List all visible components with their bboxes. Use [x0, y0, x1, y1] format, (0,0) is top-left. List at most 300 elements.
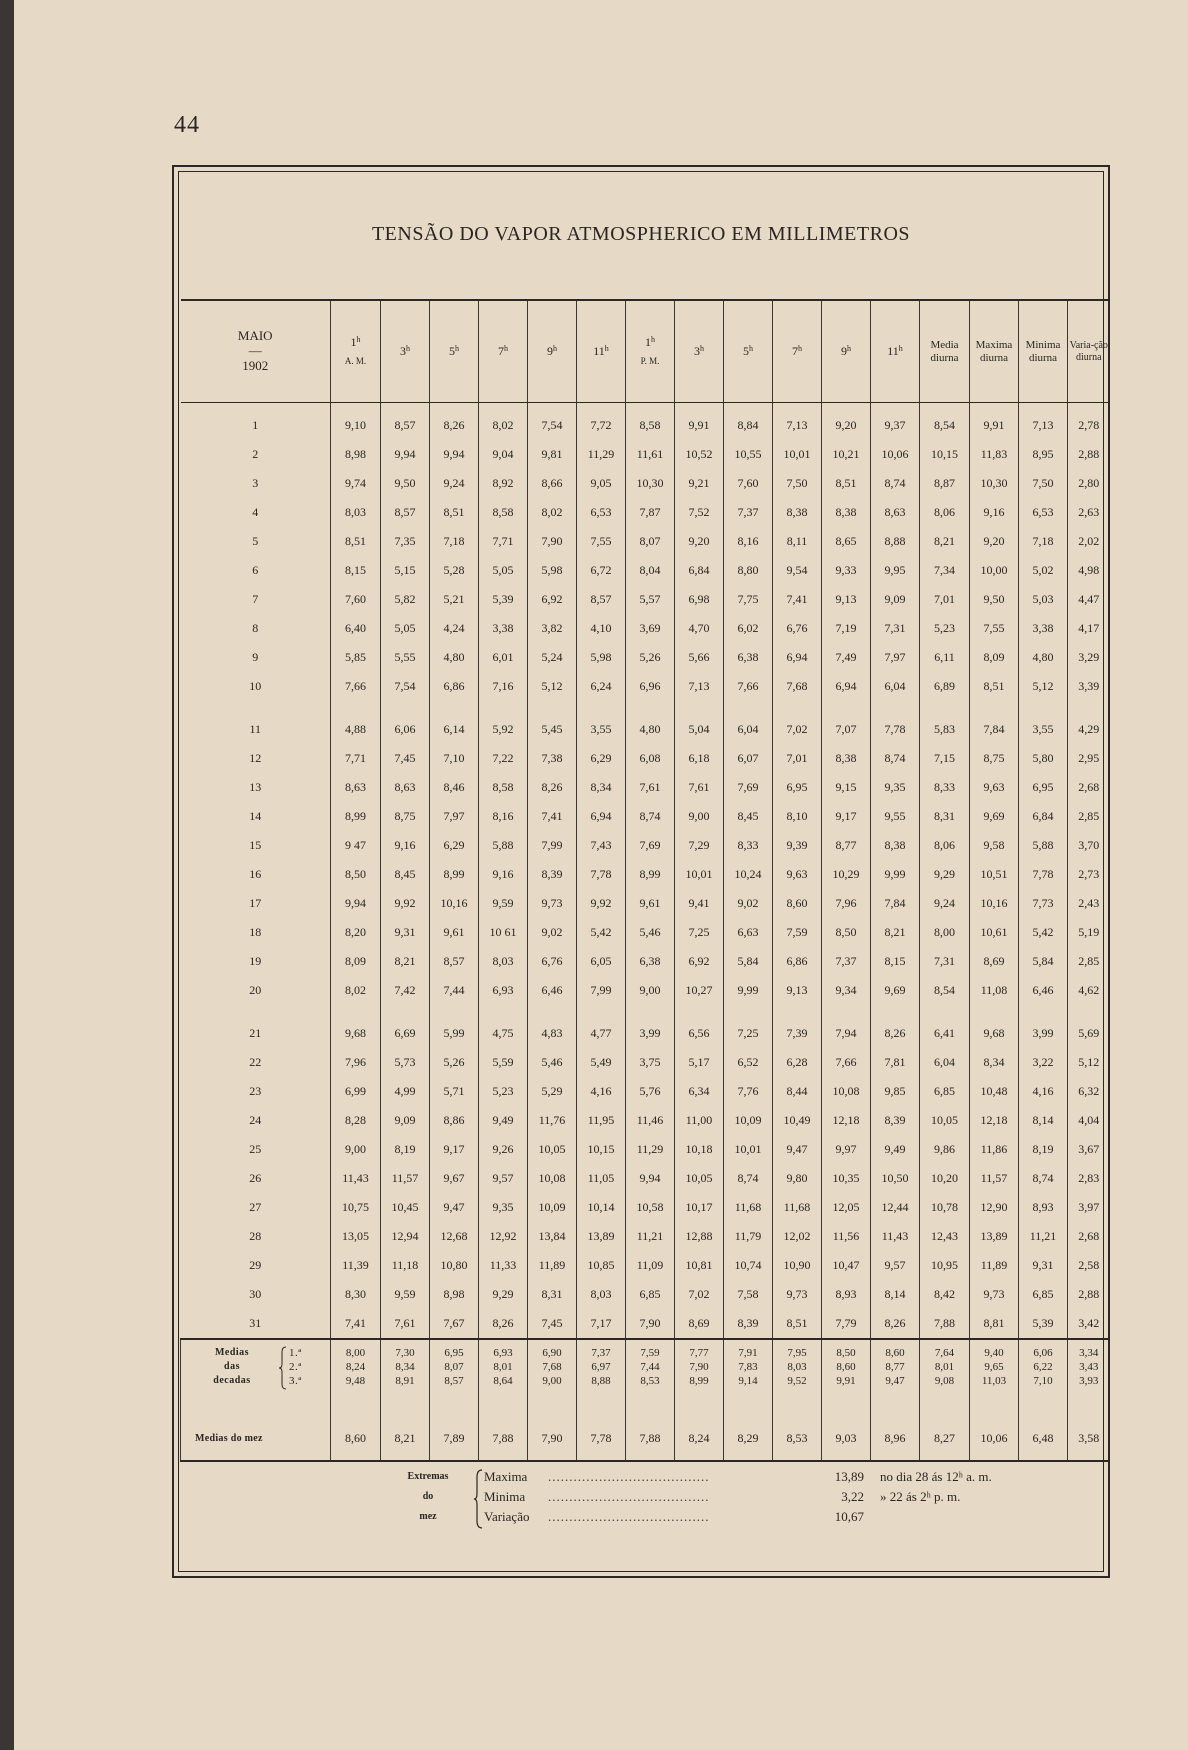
table-cell: 7,22: [479, 744, 528, 773]
table-cell: 4,98: [1068, 556, 1110, 585]
gap-cell: [675, 1005, 724, 1019]
table-cell: 6,69: [381, 1019, 430, 1048]
table-cell: 12,90: [970, 1193, 1019, 1222]
day-number: 30: [249, 1287, 262, 1301]
table-cell: 5,49: [577, 1048, 626, 1077]
decade-ordinal: 2.ª: [289, 1361, 302, 1373]
table-cell: 7,49: [822, 643, 871, 672]
table-cell: 8,16: [479, 802, 528, 831]
table-cell: 5,55: [381, 643, 430, 672]
table-cell: 9,50: [970, 585, 1019, 614]
decade-mean-value: 8,34: [395, 1361, 415, 1373]
table-cell: 11,56: [822, 1222, 871, 1251]
table-cell: 8,74: [626, 802, 675, 831]
table-cell: 2,58: [1068, 1251, 1110, 1280]
vapor-table: [180, 299, 1110, 1462]
table-cell: 11,00: [675, 1106, 724, 1135]
table-cell: 6,76: [773, 614, 822, 643]
table-cell: 8,98: [430, 1280, 479, 1309]
day-number: 5: [252, 534, 259, 548]
page-number: 44: [174, 112, 200, 138]
table-cell: 6,04: [724, 715, 773, 744]
dot-leader: ......................................: [548, 1489, 710, 1504]
table-cell: 8,46: [430, 773, 479, 802]
decade-means-cell: [920, 1339, 970, 1416]
table-cell: 7,54: [528, 403, 577, 441]
table-cell: 8,33: [724, 831, 773, 860]
day-number: 15: [249, 838, 262, 852]
hour-header: 9$^h$: [822, 300, 871, 403]
table-cell: 5,85: [331, 643, 381, 672]
table-cell: 2,68: [1068, 773, 1110, 802]
table-cell: 4,70: [675, 614, 724, 643]
table-row: [181, 831, 1110, 860]
table-cell: 8,93: [822, 1280, 871, 1309]
decade-means-cell: [1068, 1339, 1110, 1416]
decade-mean-value: 9,48: [345, 1375, 366, 1387]
table-cell: 5,57: [626, 585, 675, 614]
table-cell: 7,66: [724, 672, 773, 701]
table-cell: 10,29: [822, 860, 871, 889]
table-cell: 11,43: [871, 1222, 920, 1251]
table-cell: 4,10: [577, 614, 626, 643]
table-cell: 10,27: [675, 976, 724, 1005]
table-cell: 10,20: [920, 1164, 970, 1193]
table-cell: 7,69: [724, 773, 773, 802]
decade-mean-value: 6,95: [444, 1347, 464, 1359]
table-cell: 11,68: [724, 1193, 773, 1222]
table-cell: 4,80: [1019, 643, 1068, 672]
day-number: 10: [249, 679, 262, 693]
table-cell: 5,26: [626, 643, 675, 672]
table-cell: 5,23: [479, 1077, 528, 1106]
table-cell: 8,38: [822, 498, 871, 527]
gap-cell: [626, 701, 675, 715]
gap-cell: [1068, 701, 1110, 715]
table-cell: 12,18: [822, 1106, 871, 1135]
decade-mean-value: 8,24: [345, 1361, 366, 1373]
table-cell: 9,20: [675, 527, 724, 556]
extreme-name: Maxima: [484, 1469, 528, 1484]
table-cell: 7,35: [381, 527, 430, 556]
table-cell: 3,42: [1068, 1309, 1110, 1339]
decade-ordinal: 3.ª: [289, 1375, 302, 1387]
table-cell: 2,78: [1068, 403, 1110, 441]
table-cell: 5,84: [724, 947, 773, 976]
table-cell: 7,78: [871, 715, 920, 744]
table-cell: 6,95: [1019, 773, 1068, 802]
table-cell: 11,57: [381, 1164, 430, 1193]
table-cell: 8,98: [331, 440, 381, 469]
extreme-value: 3,22: [841, 1489, 864, 1504]
table-cell: 4,62: [1068, 976, 1110, 1005]
table-cell: 10,15: [920, 440, 970, 469]
table-cell: 5,45: [528, 715, 577, 744]
table-cell: 8,57: [577, 585, 626, 614]
month-mean-cell: 7,89: [430, 1416, 479, 1461]
table-cell: 8,51: [773, 1309, 822, 1339]
table-row: [181, 1048, 1110, 1077]
month-mean-cell: 10,06: [970, 1416, 1019, 1461]
table-cell: 4,16: [1019, 1077, 1068, 1106]
table-cell: 6,94: [577, 802, 626, 831]
gap-cell: [331, 1005, 381, 1019]
table-row: [181, 498, 1110, 527]
table-cell: 7,37: [724, 498, 773, 527]
decade-mean-value: 7,59: [640, 1347, 660, 1359]
table-cell: 2,95: [1068, 744, 1110, 773]
day-number: 24: [249, 1113, 262, 1127]
table-cell: 4,80: [626, 715, 675, 744]
table-cell: 9,24: [430, 469, 479, 498]
table-row: [181, 1251, 1110, 1280]
gap-cell: [430, 701, 479, 715]
hour-header: 3$^h$: [675, 300, 724, 403]
table-cell: 5,28: [430, 556, 479, 585]
table-cell: 7,90: [626, 1309, 675, 1339]
table-cell: 6,29: [577, 744, 626, 773]
month-means-label: Medias do mez: [181, 1416, 331, 1461]
table-cell: 7,29: [675, 831, 724, 860]
table-cell: 9,86: [920, 1135, 970, 1164]
gap-cell: [920, 1005, 970, 1019]
table-cell: 11,46: [626, 1106, 675, 1135]
decade-means-cell: [1019, 1339, 1068, 1416]
table-cell: 8,60: [773, 889, 822, 918]
gap-cell: [479, 701, 528, 715]
table-cell: 7,99: [528, 831, 577, 860]
table-cell: 11,39: [331, 1251, 381, 1280]
table-cell: 8,30: [331, 1280, 381, 1309]
gap-cell: [331, 701, 381, 715]
table-cell: 7,25: [675, 918, 724, 947]
month-year-header: [181, 300, 331, 403]
decade-means-cell: [970, 1339, 1019, 1416]
table-cell: 7,39: [773, 1019, 822, 1048]
table-cell: 8,63: [871, 498, 920, 527]
table-cell: 6,76: [528, 947, 577, 976]
table-cell: 5,84: [1019, 947, 1068, 976]
table-cell: 8,69: [970, 947, 1019, 976]
table-cell: 2,68: [1068, 1222, 1110, 1251]
table-cell: 8,31: [528, 1280, 577, 1309]
table-cell: 5,21: [430, 585, 479, 614]
table-cell: 4,77: [577, 1019, 626, 1048]
table-cell: 8,44: [773, 1077, 822, 1106]
table-cell: 10,85: [577, 1251, 626, 1280]
decade-mean-value: 8,00: [345, 1347, 366, 1359]
table-cell: 11,21: [1019, 1222, 1068, 1251]
day-number: 7: [252, 592, 259, 606]
table-cell: 8,75: [970, 744, 1019, 773]
table-cell: 5,02: [1019, 556, 1068, 585]
table-cell: 7,55: [970, 614, 1019, 643]
table-cell: 2,83: [1068, 1164, 1110, 1193]
gap-cell: [970, 1005, 1019, 1019]
table-row: [181, 802, 1110, 831]
table-cell: 2,43: [1068, 889, 1110, 918]
table-cell: 7,13: [675, 672, 724, 701]
table-cell: 6,34: [675, 1077, 724, 1106]
table-cell: 9,37: [871, 403, 920, 441]
table-cell: 7,72: [577, 403, 626, 441]
gap-cell: [773, 701, 822, 715]
decade-mean-value: 8,57: [444, 1375, 464, 1387]
table-cell: 7,78: [1019, 860, 1068, 889]
hour-header: 7$^h$: [773, 300, 822, 403]
decade-mean-value: 9,08: [934, 1375, 955, 1387]
table-cell: 5,04: [675, 715, 724, 744]
decade-mean-value: 6,06: [1033, 1347, 1053, 1359]
decade-mean-value: 6,97: [591, 1361, 611, 1373]
decade-mean-value: 8,01: [493, 1361, 513, 1373]
table-cell: 4,88: [331, 715, 381, 744]
table-cell: 10,47: [822, 1251, 871, 1280]
table-cell: 8,93: [1019, 1193, 1068, 1222]
table-cell: 9,09: [381, 1106, 430, 1135]
table-cell: 8,21: [871, 918, 920, 947]
table-cell: 10,30: [626, 469, 675, 498]
table-cell: 6,28: [773, 1048, 822, 1077]
decade-means-cell: [479, 1339, 528, 1416]
table-cell: 11,76: [528, 1106, 577, 1135]
table-cell: 10,55: [724, 440, 773, 469]
table-cell: 11,86: [970, 1135, 1019, 1164]
table-cell: 10,95: [920, 1251, 970, 1280]
media-diurna-header: Media diurna: [920, 300, 970, 403]
table-cell: 7,90: [528, 527, 577, 556]
table-cell: 10,06: [871, 440, 920, 469]
decade-mean-value: 8,53: [640, 1375, 660, 1387]
table-cell: 11,18: [381, 1251, 430, 1280]
table-cell: 7,66: [331, 672, 381, 701]
table-row: [181, 1164, 1110, 1193]
table-row: [181, 1280, 1110, 1309]
table-cell: 7,18: [1019, 527, 1068, 556]
decade-mean-value: 9,65: [984, 1361, 1004, 1373]
table-cell: 3,97: [1068, 1193, 1110, 1222]
table-cell: 4,83: [528, 1019, 577, 1048]
table-cell: 9,24: [920, 889, 970, 918]
table-row: [181, 1135, 1110, 1164]
day-number: 4: [252, 505, 259, 519]
table-title: TENSÃO DO VAPOR ATMOSPHERICO EM MILLIMETROS: [371, 223, 911, 245]
table-cell: 9,99: [871, 860, 920, 889]
table-cell: 7,71: [479, 527, 528, 556]
table-cell: 9,34: [822, 976, 871, 1005]
table-cell: 5,46: [528, 1048, 577, 1077]
gap-cell: [626, 1005, 675, 1019]
table-cell: 8,66: [528, 469, 577, 498]
table-cell: 5,59: [479, 1048, 528, 1077]
table-cell: 3,55: [577, 715, 626, 744]
table-cell: 11,95: [577, 1106, 626, 1135]
table-row: [181, 672, 1110, 701]
table-cell: 7,59: [773, 918, 822, 947]
table-cell: 7,01: [773, 744, 822, 773]
table-cell: 8,95: [1019, 440, 1068, 469]
table-cell: 3,39: [1068, 672, 1110, 701]
table-cell: 8,39: [871, 1106, 920, 1135]
table-cell: 5,17: [675, 1048, 724, 1077]
table-row: [181, 860, 1110, 889]
table-row: [181, 947, 1110, 976]
table-cell: 11,33: [479, 1251, 528, 1280]
table-cell: 5,88: [1019, 831, 1068, 860]
decade-mean-value: 8,03: [787, 1361, 807, 1373]
table-cell: 6,04: [871, 672, 920, 701]
table-cell: 6,93: [479, 976, 528, 1005]
table-cell: 8,21: [920, 527, 970, 556]
table-cell: 8,26: [871, 1019, 920, 1048]
table-cell: 8,57: [381, 403, 430, 441]
gap-cell: [724, 701, 773, 715]
day-number: 18: [249, 925, 262, 939]
gap-cell: [577, 701, 626, 715]
decade-mean-value: 9,52: [787, 1375, 807, 1387]
table-cell: 8,69: [675, 1309, 724, 1339]
gap-cell: [675, 701, 724, 715]
gap-cell: [381, 1005, 430, 1019]
table-cell: 10,08: [528, 1164, 577, 1193]
table-cell: 8,63: [381, 773, 430, 802]
table-cell: 9,50: [381, 469, 430, 498]
month-mean-cell: 7,90: [528, 1416, 577, 1461]
table-cell: 5,12: [1019, 672, 1068, 701]
table-cell: 8,88: [871, 527, 920, 556]
table-cell: 9,05: [577, 469, 626, 498]
month-mean-cell: 7,78: [577, 1416, 626, 1461]
table-cell: 8,15: [331, 556, 381, 585]
table-cell: 8,74: [871, 744, 920, 773]
month-mean-cell: 8,53: [773, 1416, 822, 1461]
table-cell: 3,99: [626, 1019, 675, 1048]
table-cell: 10,01: [724, 1135, 773, 1164]
decade-means-cell: [577, 1339, 626, 1416]
table-cell: 9,57: [871, 1251, 920, 1280]
table-cell: 8,58: [626, 403, 675, 441]
decade-means-cell: [822, 1339, 871, 1416]
decade-mean-value: 9,47: [885, 1375, 905, 1387]
table-cell: 9,94: [331, 889, 381, 918]
day-number: 8: [252, 621, 259, 635]
table-cell: 8,87: [920, 469, 970, 498]
gap-cell: [871, 1005, 920, 1019]
table-cell: 9,31: [381, 918, 430, 947]
table-cell: 9,59: [479, 889, 528, 918]
table-cell: 9,20: [970, 527, 1019, 556]
table-cell: 9,41: [675, 889, 724, 918]
month-mean-cell: 8,27: [920, 1416, 970, 1461]
table-cell: 5,15: [381, 556, 430, 585]
table-cell: 9,97: [822, 1135, 871, 1164]
decade-mean-value: 7,30: [395, 1347, 415, 1359]
table-cell: 9,74: [331, 469, 381, 498]
am-label: A. M.: [344, 356, 367, 367]
table-cell: 8,15: [871, 947, 920, 976]
day-number: 20: [249, 983, 262, 997]
table-cell: 9,73: [773, 1280, 822, 1309]
table-cell: 12,68: [430, 1222, 479, 1251]
table-cell: 7,60: [724, 469, 773, 498]
table-cell: 4,24: [430, 614, 479, 643]
table-cell: 9,02: [528, 918, 577, 947]
decade-means-cell: [675, 1339, 724, 1416]
table-cell: 5,69: [1068, 1019, 1110, 1048]
decade-label-word: Medias: [214, 1347, 250, 1358]
table-cell: 6,14: [430, 715, 479, 744]
table-cell: 8,39: [528, 860, 577, 889]
table-cell: 9,00: [626, 976, 675, 1005]
table-cell: 7,16: [479, 672, 528, 701]
decade-mean-value: 6,93: [493, 1347, 513, 1359]
table-cell: 7,44: [430, 976, 479, 1005]
table-cell: 13,05: [331, 1222, 381, 1251]
table-cell: 10,58: [626, 1193, 675, 1222]
table-cell: 6,92: [675, 947, 724, 976]
table-cell: 8,84: [724, 403, 773, 441]
dot-leader: ......................................: [548, 1509, 710, 1524]
table-cell: 6,08: [626, 744, 675, 773]
table-cell: 3,69: [626, 614, 675, 643]
table-cell: 7,31: [871, 614, 920, 643]
table-cell: 8,02: [528, 498, 577, 527]
table-cell: 6,46: [528, 976, 577, 1005]
table-cell: 9,13: [773, 976, 822, 1005]
table-cell: 8,58: [479, 498, 528, 527]
decade-means-cell: [626, 1339, 675, 1416]
table-cell: 8,99: [626, 860, 675, 889]
hour-header: 9$^h$: [528, 300, 577, 403]
table-cell: 9,16: [970, 498, 1019, 527]
decade-mean-value: 9,14: [738, 1375, 758, 1387]
decade-mean-value: 8,50: [836, 1347, 856, 1359]
table-cell: 7,13: [773, 403, 822, 441]
table-cell: 6,98: [675, 585, 724, 614]
gap-cell: [528, 1005, 577, 1019]
table-row: [181, 1077, 1110, 1106]
gap-cell: [1019, 1005, 1068, 1019]
decade-means-cell: [381, 1339, 430, 1416]
day-number: 27: [249, 1200, 262, 1214]
month-mean-cell: 8,60: [331, 1416, 381, 1461]
table-cell: 6,05: [577, 947, 626, 976]
gap-cell: [577, 1005, 626, 1019]
decade-label-word: decadas: [213, 1375, 251, 1386]
table-cell: 7,42: [381, 976, 430, 1005]
day-number: 14: [249, 809, 262, 823]
table-cell: 7,43: [577, 831, 626, 860]
table-cell: 8,09: [970, 643, 1019, 672]
table-cell: 2,80: [1068, 469, 1110, 498]
table-cell: 8,03: [479, 947, 528, 976]
table-cell: 7,52: [675, 498, 724, 527]
table-cell: 8,38: [822, 744, 871, 773]
table-cell: 5,80: [1019, 744, 1068, 773]
table-cell: 4,75: [479, 1019, 528, 1048]
table-cell: 6,56: [675, 1019, 724, 1048]
table-cell: 8,02: [479, 403, 528, 441]
decade-mean-value: 7,44: [640, 1361, 660, 1373]
table-cell: 9,92: [381, 889, 430, 918]
table-cell: 10,48: [970, 1077, 1019, 1106]
table-cell: 12,44: [871, 1193, 920, 1222]
decade-means-cell: [871, 1339, 920, 1416]
decade-mean-value: 6,22: [1033, 1361, 1053, 1373]
day-number: 11: [249, 722, 262, 736]
table-cell: 10,00: [970, 556, 1019, 585]
decade-mean-value: 7,83: [738, 1361, 758, 1373]
